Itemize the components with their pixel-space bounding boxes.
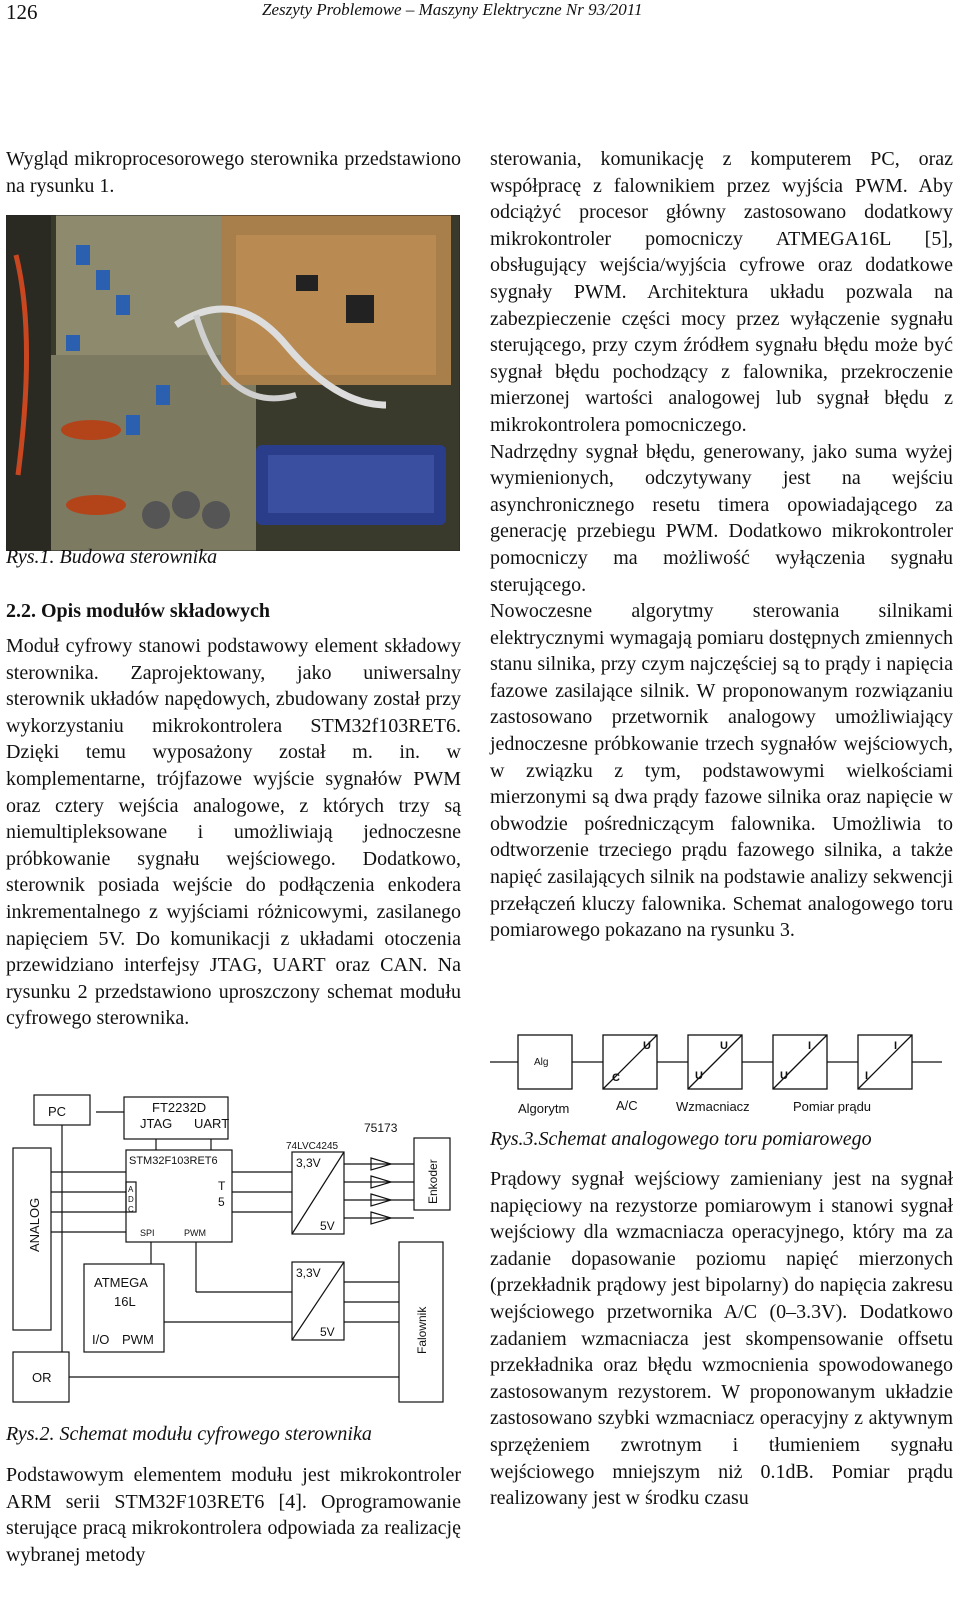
left-paragraph-1: Moduł cyfrowy stanowi podstawowy element składowy sterownika. Zaprojektowany, jako uniwersalny sterownik układów napędowych, zbudowany został przy wykorzystaniu mikrokontrolera STM32f103RET6. Dzięki temu wyposażony został m. in. w komplementarne, trójfazowe wyjście sygnałów PWM oraz cztery wejścia analogowe, z których trzy są niemultipleksowane i umożliwiają jednoczesne próbkowanie sygnału wejściowego. Dodatkowo, sterownik posiada wejście do podłączenia enkodera inkrementalnego z wyjściami różnicowymi, zasilanego napięciem 5V. Do komunikacji z układami otoczenia przewidziano interfejsy JTAG, UART oraz CAN. Na rysunku 2 przedstawiono uproszczony schemat modułu cyfrowego sterownika. [6,635,461,1030]
fig2-lvc: 74LVC4245 [286,1141,339,1152]
fig2-atmega2: 16L [114,1294,136,1309]
right-paragraph-4: Prądowy sygnał wejściowy zamieniany jest na sygnał napięciowy na rezystorze pomiarowym i stanowi sygnał wejściowy dla wzmacniacza operacyjnego, który ma za zadanie dopasowanie poziomu napięć mierzonych (przekładnik prądowy jest bipolarny) do napięcia zakresu wejściowego przetwornika A/C (0–3.3V). Dodatkowo zadaniem wzmacniacza jest skompensowanie offsetu przekładnika oraz błędu wzmocnienia spowodowanego zastosowanym rezystorem. W proponowanym układzie zastosowano szybki wzmacniacz operacyjny z aktywnym sprzężeniem zwrotnym i tłumieniem sygnału wejściowego mniejszym niż 0.1dB. Pomiar prądu realizowany jest w środku czasu [490,1168,953,1510]
fig2-block-diagram [6,1092,458,1410]
right-paragraph-3: Nowoczesne algorytmy sterowania silnikami elektrycznymi wymagają pomiaru dostępnych zmiennych stanu silnika, przy czym najczęściej są to prądy i napięcia fazowe zasilające silnik. W proponowanym rozwiązaniu zastosowano przetwornik analogowy umożliwiający jednoczesne próbkowanie trzech sygnałów wejściowych, w związku z tym, podstawowymi wielkościami mierzonymi są dwa prądy fazowe silnika oraz napięcie w obwodzie pośredniczącym falownika. Umożliwia to odtworzenie trzeciego prądu fazowego silnika, a także napięć zasilających silnik na podstawie analizy sekwencji przełączeń kluczy falownika. Schemat analogowego toru pomiarowego pokazano na rysunku 3. [490,600,953,942]
fig2-pc: PC [48,1104,67,1119]
fig3-measurement-path [490,1033,946,1123]
fig2-uart: UART [194,1116,230,1131]
fig3-u4: U [780,1070,788,1082]
fig2-caption: Rys.2. Schemat modułu cyfrowego sterownika [6,1423,372,1445]
left-paragraph-2: Podstawowym elementem modułu jest mikrokontroler ARM serii STM32F103RET6 [4]. Oprogramowanie sterujące pracą mikrokontrolera odpowiada za realizację wybranej metody [6,1464,461,1566]
fig2-ft: FT2232D [152,1100,207,1115]
fig3-cap-ac: A/C [616,1098,638,1113]
left-intro [6,146,461,199]
fig2-stm: STM32F103RET6 [129,1155,218,1167]
fig2-v33a: 3,3V [296,1156,321,1170]
fig2-spi: SPI [140,1228,155,1238]
fig2-or: OR [32,1370,52,1385]
fig3-u2: U [695,1070,703,1082]
fig2-enkoder: Enkoder [426,1159,440,1204]
right-body [490,146,953,944]
fig3-cap-pomiar: Pomiar prądu [793,1099,872,1114]
fig2-v5a: 5V [320,1219,335,1233]
fig2-pwm-small: PWM [184,1228,206,1238]
fig2-adc-c: C [128,1205,134,1214]
page-number: 126 [6,0,38,24]
intro-paragraph: Wygląd mikroprocesorowego sterownika przedstawiono na rysunku 1. [6,148,461,197]
fig2-falownik: Falownik [415,1306,429,1354]
journal-header: Zeszyty Problemowe – Maszyny Elektryczne Nr 93/2011 [262,0,643,19]
left-body-2 [6,1462,461,1568]
right-paragraph-1: sterowania, komunikację z komputerem PC, oraz współpracę z falownikiem przez wyjścia PWM. Aby odciążyć procesor główny zastosowano dodatkowy mikrokontroler pomocniczy ATMEGA16L [5], obsługujący wejścia/wyjścia cyfrowe oraz dodatkowe sygnały PWM. Architektura układu pozwala na zabezpieczenie części mocy przez wyłączenie sygnału sterującego, przy czym źródłem sygnału błędu może być sygnał błędu pochodzący z falownika, przekroczenie mierzonej wartości analogowej lub sygnał błędu z mikrokontrolera pomocniczego. [490,148,953,436]
controller-photo-image [6,215,460,551]
fig3-i2: I [894,1040,898,1052]
fig3-u1: U [643,1040,651,1052]
fig3-c: C [612,1072,620,1084]
fig2-io: I/O [92,1332,110,1347]
right-body-2 [490,1166,953,1512]
fig2-adc-d: D [128,1195,134,1204]
fig3-alg: Alg [534,1057,549,1068]
left-body [6,633,461,1032]
fig2-adc-a: A [128,1185,134,1194]
fig2-five: 5 [218,1195,225,1209]
fig2-v5b: 5V [320,1325,335,1339]
fig2-jtag: JTAG [140,1116,173,1131]
fig1-caption: Rys.1. Budowa sterownika [6,546,218,568]
controller-photo [6,215,460,551]
fig2-atmega: ATMEGA [94,1275,148,1290]
fig3-i1: I [808,1040,812,1052]
fig2-t: T [218,1179,226,1193]
fig2-analog: ANALOG [27,1197,42,1252]
section-heading: 2.2. Opis modułów składowych [6,600,270,622]
fig3-i3: I [865,1070,869,1082]
fig3-u3: U [720,1040,728,1052]
fig2-75173: 75173 [364,1121,398,1135]
fig2-v33b: 3,3V [296,1266,321,1280]
right-paragraph-2: Nadrzędny sygnał błędu, generowany, jako suma wyżej wymienionych, odczytywany jest na wejściu asynchronicznego resetu timera opowiadającego za generację przebiegu PWM. Dodatkowo mikrokontroler pomocniczy ma możliwość wyłączenia sygnału sterującego. [490,440,953,596]
fig3-cap-wzm: Wzmacniacz [676,1099,750,1114]
fig3-caption: Rys.3.Schemat analogowego toru pomiarowego [490,1128,872,1150]
fig3-cap-algorytm: Algorytm [518,1101,570,1116]
fig2-pwm: PWM [122,1332,154,1347]
